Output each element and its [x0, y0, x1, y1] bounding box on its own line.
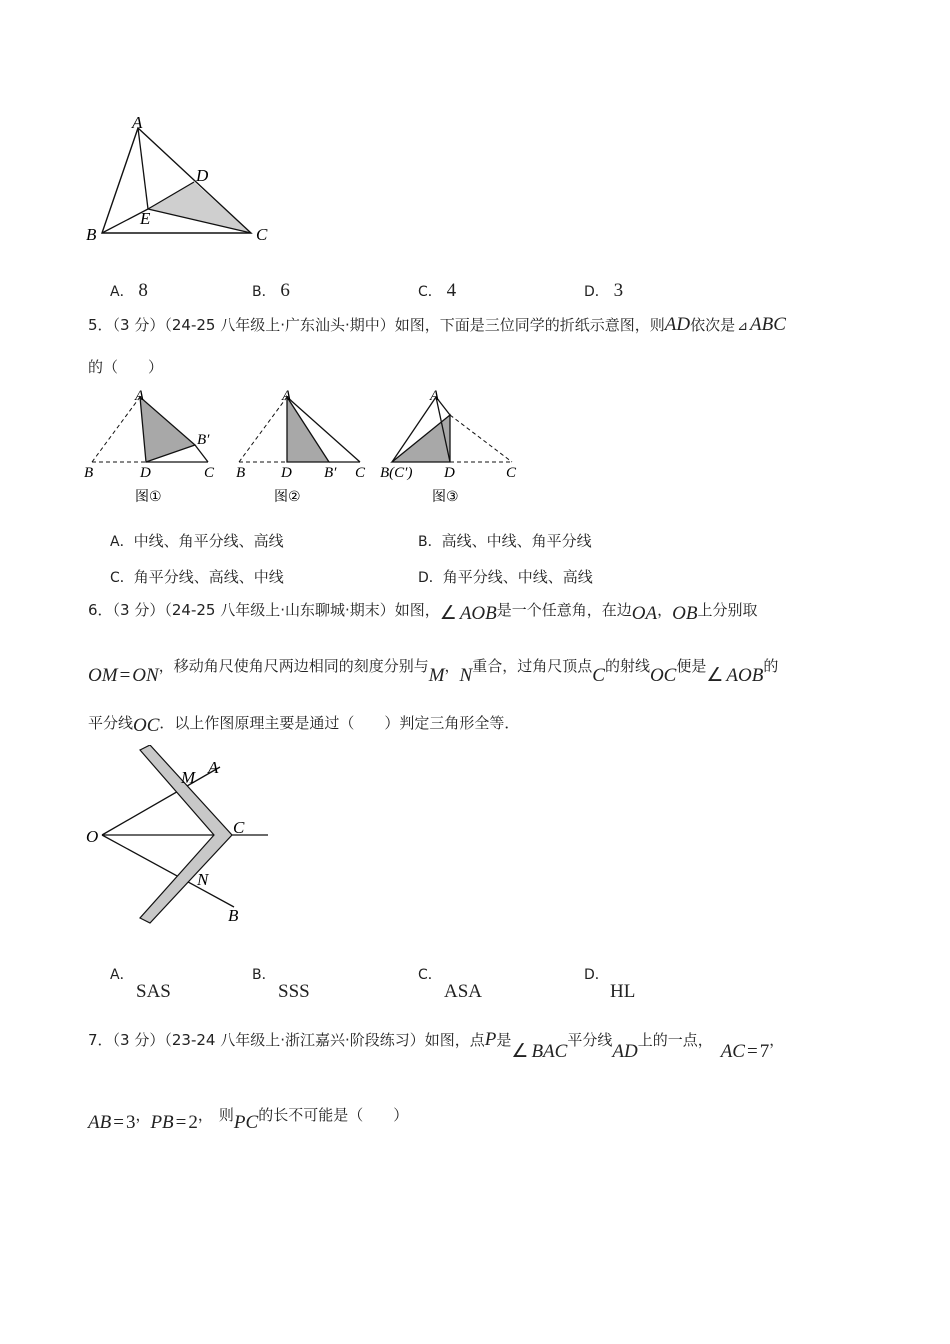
q6-source: （24-25 八年级上·山东聊城·期末）	[164, 601, 395, 619]
q5-option-a-letter: A．	[110, 534, 134, 550]
q4-option-b[interactable]	[252, 280, 290, 302]
q6-math-n: N	[459, 665, 473, 686]
q7-text-4: 上的一点，	[637, 1031, 713, 1049]
q6-text-6: 的射线	[604, 657, 650, 675]
q6-text-4: ，移动角尺使角尺两边相同的刻度分别与	[158, 657, 429, 675]
q7-text-3: 平分线	[567, 1031, 613, 1049]
q4-option-c-letter: C．	[418, 284, 442, 300]
q7-math-eq-1: =	[746, 1041, 758, 1062]
q5-stem-line2	[88, 356, 163, 377]
q6-text-7: 便是	[676, 657, 707, 675]
q5-fig1-label-bprime: B′	[197, 432, 210, 448]
q5-option-c[interactable]	[110, 566, 284, 587]
q6-math-oc-2: OC	[133, 715, 160, 736]
q6-text-10: ．以上作图原理主要是通过（ ）判定三角形全等．	[159, 714, 520, 732]
q7-source: （23-24 八年级上·浙江嘉兴·阶段练习）	[164, 1031, 425, 1049]
q4-option-c-value: 4	[446, 280, 457, 301]
q7-math-3: 3	[125, 1112, 136, 1133]
q7-math-bac: BAC	[531, 1041, 568, 1062]
q5-number: 5．	[88, 316, 113, 334]
q4-option-a-value: 8	[138, 280, 148, 301]
q5-option-d-value: 角平分线、中线、高线	[442, 568, 593, 586]
q4-shaded-triangle	[148, 182, 251, 233]
q6-math-eq: =	[119, 665, 131, 686]
q5-source: （24-25 八年级上·广东汕头·期中）	[164, 316, 395, 334]
q6-text-9: 平分线	[88, 714, 134, 732]
q6-option-a[interactable]	[110, 964, 171, 1003]
q6-stem-line3	[88, 712, 519, 734]
q4-label-e: E	[140, 209, 151, 228]
q7-comma-1: ，	[769, 1031, 785, 1049]
q6-option-a-letter: A．	[110, 967, 134, 983]
q4-option-c[interactable]	[418, 280, 456, 302]
q5-figure-1	[84, 388, 215, 505]
q6-stem-line1	[88, 598, 758, 624]
q6-math-c: C	[592, 665, 605, 686]
q7-text-5: 则	[218, 1106, 234, 1124]
q6-math-om: OM	[88, 665, 118, 686]
q6-text-5: 重合，过角尺顶点	[472, 657, 593, 675]
q6-score: （3 分）	[112, 601, 165, 619]
q4-option-a[interactable]	[110, 280, 148, 302]
q5-fig3-label-a: A	[430, 388, 440, 404]
q6-label-c: C	[233, 818, 245, 837]
q5-score: （3 分）	[112, 316, 165, 334]
q6-option-d[interactable]	[584, 964, 635, 1003]
q5-fig3-label-c: C	[506, 465, 517, 481]
q5-option-d-letter: D．	[418, 570, 443, 586]
q7-math-ac: AC	[720, 1041, 745, 1062]
q6-option-c-letter: C．	[418, 967, 442, 983]
q7-text-1: 如图，点	[424, 1031, 485, 1049]
q6-option-b-value: SSS	[278, 981, 310, 1002]
q7-math-ab: AB	[88, 1112, 112, 1133]
q6-option-d-value: HL	[610, 981, 636, 1002]
q4-label-d: D	[196, 166, 209, 185]
q5-figure-2	[236, 388, 366, 505]
q7-comma-2: ，	[135, 1106, 151, 1124]
q5-option-c-letter: C．	[110, 570, 134, 586]
q6-text-3: 上分别取	[697, 601, 758, 619]
q5-math-abc: ABC	[750, 314, 786, 335]
q7-math-2: 2	[188, 1112, 198, 1133]
q4-option-d-value: 3	[613, 280, 624, 301]
q6-math-oa: OA	[631, 603, 658, 624]
q5-fig1-label-a: A	[135, 388, 145, 404]
q6-angle-ruler-figure	[80, 745, 280, 935]
q4-option-d[interactable]	[584, 280, 623, 302]
q5-option-a[interactable]	[110, 530, 284, 551]
q5-option-a-value: 中线、角平分线、高线	[133, 532, 284, 550]
q6-option-c[interactable]	[418, 964, 482, 1003]
q7-math-p: P	[484, 1029, 497, 1050]
q5-fig3-caption: 图③	[432, 489, 459, 505]
q6-math-m: M	[428, 665, 445, 686]
q5-fig2-label-d: D	[281, 465, 292, 481]
q6-math-oc: OC	[649, 665, 677, 686]
q5-fig1-label-d: D	[140, 465, 151, 481]
q7-math-7: 7	[759, 1041, 770, 1062]
q5-fig2-label-b: B	[236, 465, 246, 481]
q5-fig2-label-a: A	[282, 388, 292, 404]
q4-option-b-value: 6	[280, 280, 290, 301]
q6-option-d-letter: D．	[584, 967, 609, 983]
q6-text-1: 如图，	[394, 601, 440, 619]
q5-option-b-value: 高线、中线、角平分线	[441, 532, 592, 550]
q7-math-angle: ∠	[511, 1041, 529, 1062]
q6-option-b-letter: B．	[252, 967, 276, 983]
q6-math-on: ON	[132, 665, 159, 686]
q4-option-a-letter: A．	[110, 284, 134, 300]
q6-math-aob: AOB	[459, 603, 497, 624]
q7-math-eq-2: =	[113, 1112, 124, 1133]
q6-text-2: 是一个任意角，在边	[496, 601, 632, 619]
q5-stem-line1	[88, 314, 786, 336]
q6-stem-line2	[88, 654, 779, 686]
q5-fig2-label-c: C	[355, 465, 366, 481]
q7-score: （3 分）	[112, 1031, 165, 1049]
q7-text-6: 的长不可能是（ ）	[258, 1106, 409, 1124]
q5-text-3: 的（ ）	[88, 358, 164, 376]
q4-option-b-letter: B．	[252, 284, 276, 300]
q7-comma-3: ，	[197, 1106, 213, 1124]
q6-text-8: 的	[763, 657, 779, 675]
q7-stem-line2	[88, 1104, 409, 1133]
q5-text-1: 如图，下面是三位同学的折纸示意图，则	[394, 316, 665, 334]
q4-option-d-letter: D．	[584, 284, 609, 300]
q7-math-ad: AD	[612, 1041, 638, 1062]
q7-math-eq-3: =	[175, 1112, 187, 1133]
q5-fig2-caption: 图②	[274, 489, 301, 505]
q5-text-2: 依次是	[690, 316, 736, 334]
q5-fig1-label-c: C	[204, 465, 215, 481]
q5-fig2-label-bprime: B′	[324, 465, 337, 481]
q6-math-ob: OB	[672, 603, 698, 624]
q6-label-n: N	[197, 870, 209, 889]
q4-line-ae	[138, 128, 148, 209]
q6-math-aob-2: AOB	[726, 665, 764, 686]
q6-option-a-value: SAS	[136, 981, 171, 1002]
q5-option-b-letter: B．	[418, 534, 442, 550]
q6-label-o: O	[86, 827, 99, 846]
q5-folding-figures	[80, 385, 530, 510]
q6-comma-2: ，	[444, 657, 460, 675]
q6-label-a: A	[208, 758, 219, 777]
q5-option-c-value: 角平分线、高线、中线	[133, 568, 284, 586]
q4-label-c: C	[256, 225, 268, 244]
q4-triangle-figure	[80, 110, 280, 250]
q5-figure-3	[380, 388, 517, 505]
q7-stem-line1	[88, 1028, 785, 1062]
q7-text-2: 是	[496, 1031, 512, 1049]
q6-option-c-value: ASA	[444, 981, 483, 1002]
q5-math-triangle-symbol: ⊿	[737, 318, 749, 333]
q7-math-pc: PC	[233, 1112, 259, 1133]
q6-label-b: B	[228, 906, 239, 925]
q6-option-b[interactable]	[252, 964, 310, 1003]
q4-label-a: A	[132, 113, 143, 132]
q5-fig1-label-b: B	[84, 465, 94, 481]
q6-math-angle-2: ∠	[706, 665, 724, 686]
q5-fig3-label-d: D	[444, 465, 455, 481]
q6-comma-1: ，	[657, 601, 673, 619]
q6-label-m: M	[181, 768, 196, 787]
q4-label-b: B	[86, 225, 97, 244]
q6-ray-oa	[102, 767, 220, 835]
q6-math-angle: ∠	[439, 603, 457, 624]
q5-fig1-caption: 图①	[135, 489, 162, 505]
q7-number: 7．	[88, 1031, 113, 1049]
q5-math-ad: AD	[664, 314, 691, 335]
q6-number: 6．	[88, 601, 113, 619]
q5-option-b[interactable]	[418, 530, 592, 551]
q5-fig3-label-bc: B(C′)	[380, 465, 413, 481]
q7-math-pb: PB	[150, 1112, 174, 1133]
q5-option-d[interactable]	[418, 566, 593, 587]
